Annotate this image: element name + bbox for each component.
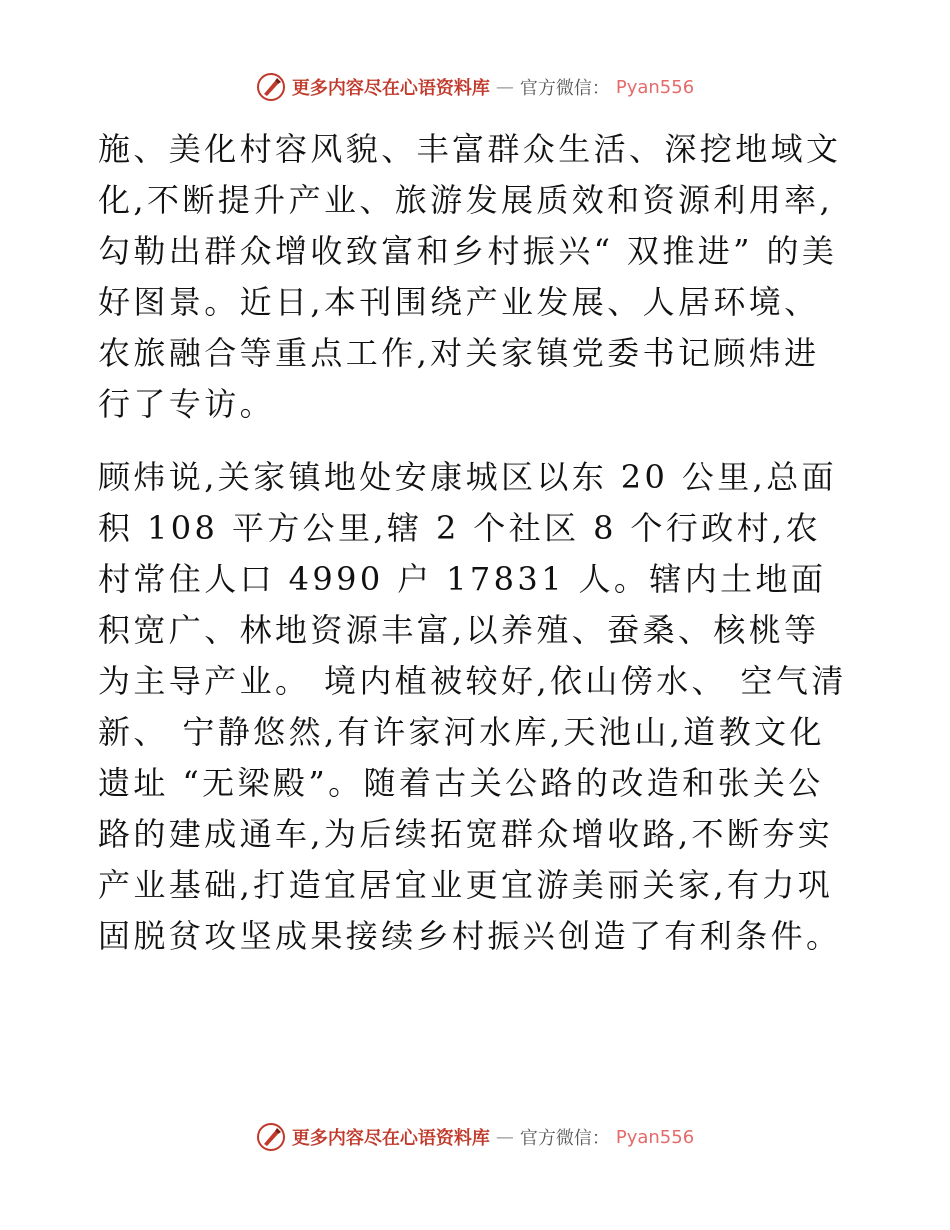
pen-logo-icon [256, 1122, 286, 1152]
footer-banner [0, 1122, 950, 1152]
banner-wechat-label: 官方微信： [519, 1128, 610, 1149]
banner-brand-text: 更多内容尽在心语资料库 [291, 78, 490, 99]
pen-logo-icon [256, 72, 286, 102]
article-paragraph: 施、美化村容风貌、丰富群众生活、深挖地域文化,不断提升产业、旅游发展质效和资源利用率,勾勒出群众增收致富和乡村振兴“ 双推进” 的美好图景。近日,本刊围绕产业发展、人居环境、农旅融合等重点工作,对关家镇党委书记顾炜进行了专访。 [98, 130, 842, 423]
banner-account: Pyan556 [615, 76, 695, 98]
banner-brand-text: 更多内容尽在心语资料库 [291, 1128, 490, 1149]
banner-separator: — [495, 1126, 514, 1148]
banner-wechat-label: 官方微信： [519, 78, 610, 99]
article-paragraph: 顾炜说,关家镇地处安康城区以东 20 公里,总面积 108 平方公里,辖 2 个社区 8 个行政村,农村常住人口 4990 户 17831 人。辖内土地面积宽广、林地资源丰富,以养殖、蚕桑、核桃等为主导产业。 境内植被较好,依山傍水、 空气清新、 宁静悠然,有许家河水库,天池山,道教文化遗址 “无梁殿”。随着古关公路的改造和张关公路的建成通车,为后续拓宽群众增收路,不断夯实产业基础,打造宜居宜业更宜游美丽关家,有力巩固脱贫攻坚成果接续乡村振兴创造了有利条件。 [98, 458, 847, 955]
header-banner [0, 72, 950, 102]
article-body [98, 124, 850, 962]
banner-separator: — [495, 76, 514, 98]
banner-account: Pyan556 [615, 1126, 695, 1148]
